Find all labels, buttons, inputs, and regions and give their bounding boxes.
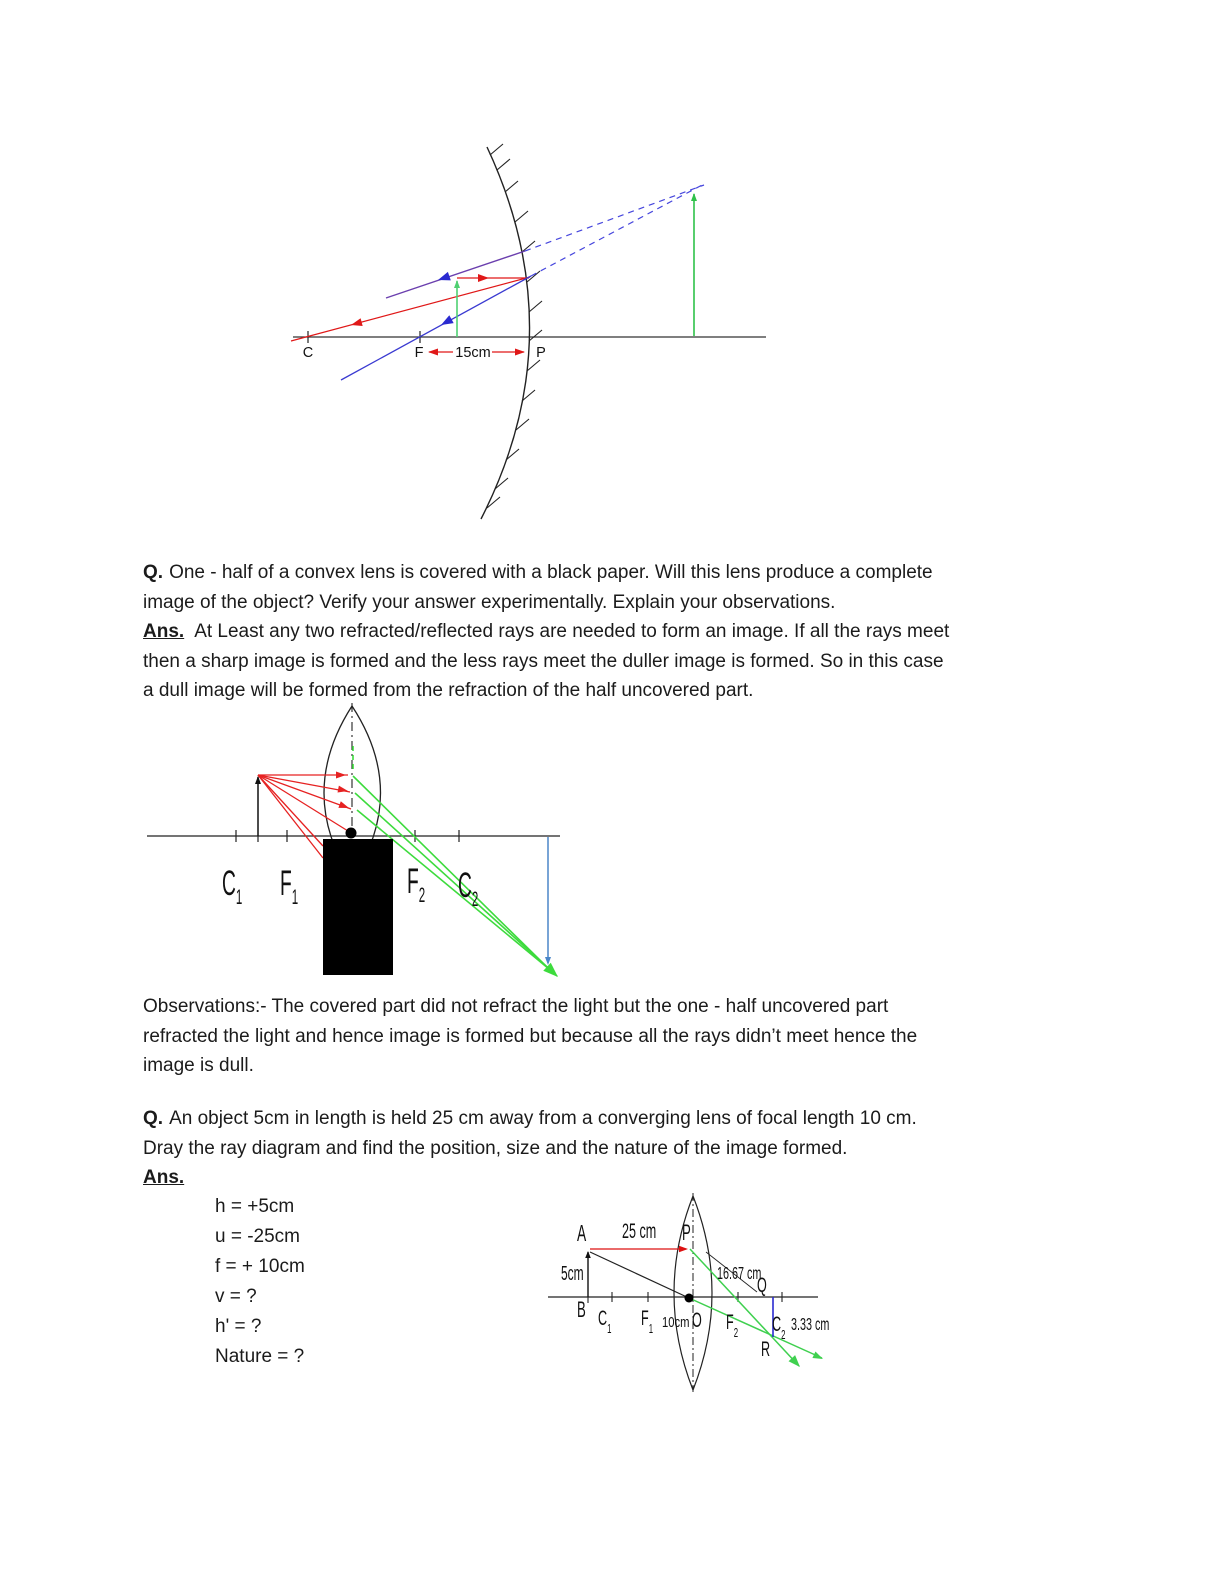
distance-label: 15cm <box>455 345 491 361</box>
converging-lens-ray-diagram <box>540 1185 840 1400</box>
question1-block <box>143 558 949 706</box>
object-arrow <box>454 280 460 337</box>
virtual-ray-upper <box>525 185 704 251</box>
a-label: A <box>577 1221 587 1248</box>
object-arrow <box>585 1251 591 1297</box>
q1-label: Q. <box>143 562 164 583</box>
reflected-ray-through-f <box>341 276 531 380</box>
half-covered-lens-ray-diagram <box>135 695 585 995</box>
mirror-hatching <box>487 144 542 508</box>
image-arrow <box>545 837 551 965</box>
f1-label: $F_1$ <box>280 862 299 909</box>
c2-label: $C_2$ <box>772 1311 786 1343</box>
q1-ans-line2: then a sharp image is formed and the less rays meet the duller image is formed. So in this case <box>143 650 944 672</box>
object-arrow <box>255 776 261 836</box>
value-nature: Nature = ? <box>215 1346 305 1367</box>
value-h-prime: h' = ? <box>215 1316 262 1337</box>
image-height-label: 3.33 cm <box>791 1315 830 1335</box>
q2-line1: An object 5cm in length is held 25 cm away from a converging lens of focal length 10 cm. <box>169 1108 917 1129</box>
f1-label: $F_1$ <box>641 1305 654 1337</box>
q-label: Q <box>757 1272 767 1297</box>
f2-label: $F_2$ <box>726 1309 739 1341</box>
c1-label: $C_1$ <box>598 1305 612 1337</box>
virtual-ray-lower <box>531 184 704 276</box>
q2-ans-label: Ans. <box>143 1167 185 1188</box>
observations-block <box>143 992 917 1081</box>
optical-center-dot <box>346 828 357 839</box>
value-f: f = + 10cm <box>215 1256 305 1277</box>
o-label: O <box>692 1307 702 1332</box>
q2-line2: Dray the ray diagram and find the position, size and the nature of the image formed. <box>143 1137 848 1159</box>
value-h: h = +5cm <box>215 1196 295 1217</box>
q1-line1: One - half of a convex lens is covered with a black paper. Will this lens produce a complete <box>169 562 933 583</box>
pole-label: P <box>536 345 546 361</box>
b-label: B <box>577 1297 586 1322</box>
r-label: R <box>761 1336 771 1361</box>
q2-label: Q. <box>143 1108 164 1129</box>
image-distance-label: 16.67 cm <box>717 1264 762 1284</box>
f2-label: $F_2$ <box>407 860 426 907</box>
concave-mirror-ray-diagram <box>270 135 780 535</box>
incident-ray-through-c <box>291 277 530 341</box>
focus-label: F <box>414 345 424 361</box>
black-paper-cover <box>323 839 393 975</box>
c1-label: $C_1$ <box>222 862 243 909</box>
value-u: u = -25cm <box>215 1226 301 1247</box>
p-label: P <box>682 1220 691 1245</box>
object-distance-label: 25 cm <box>622 1218 657 1243</box>
distance-dimension <box>428 345 525 361</box>
question2-block <box>143 1104 917 1193</box>
c2-label: $C_2$ <box>458 864 479 911</box>
mirror-arc <box>481 147 530 519</box>
value-v: v = ? <box>215 1286 257 1307</box>
obs-line2: refracted the light and hence image is formed but because all the rays didn’t meet hence the <box>143 1025 918 1047</box>
q1-ans-label: Ans. <box>143 621 185 642</box>
q1-line2: image of the object? Verify your answer experimentally. Explain your observations. <box>143 591 836 613</box>
obs-line3: image is dull. <box>143 1055 254 1076</box>
image-arrow <box>691 193 697 336</box>
obs-line1: Observations:- The covered part did not refract the light but the one - half uncovered part <box>143 996 889 1017</box>
focal-length-label: 10cm <box>662 1313 690 1331</box>
q1-ans-line1: At Least any two refracted/reflected rays are needed to form an image. If all the rays meet <box>194 621 950 642</box>
incident-ray-parallel <box>457 274 529 282</box>
given-values-block <box>215 1192 305 1372</box>
object-height-label: 5cm <box>561 1263 584 1285</box>
incident-ray-parallel <box>590 1246 688 1252</box>
q1-ans-line3: a dull image will be formed from the refraction of the half uncovered part. <box>143 680 754 701</box>
optical-center-dot <box>685 1294 694 1303</box>
center-of-curvature-label: C <box>302 345 314 361</box>
